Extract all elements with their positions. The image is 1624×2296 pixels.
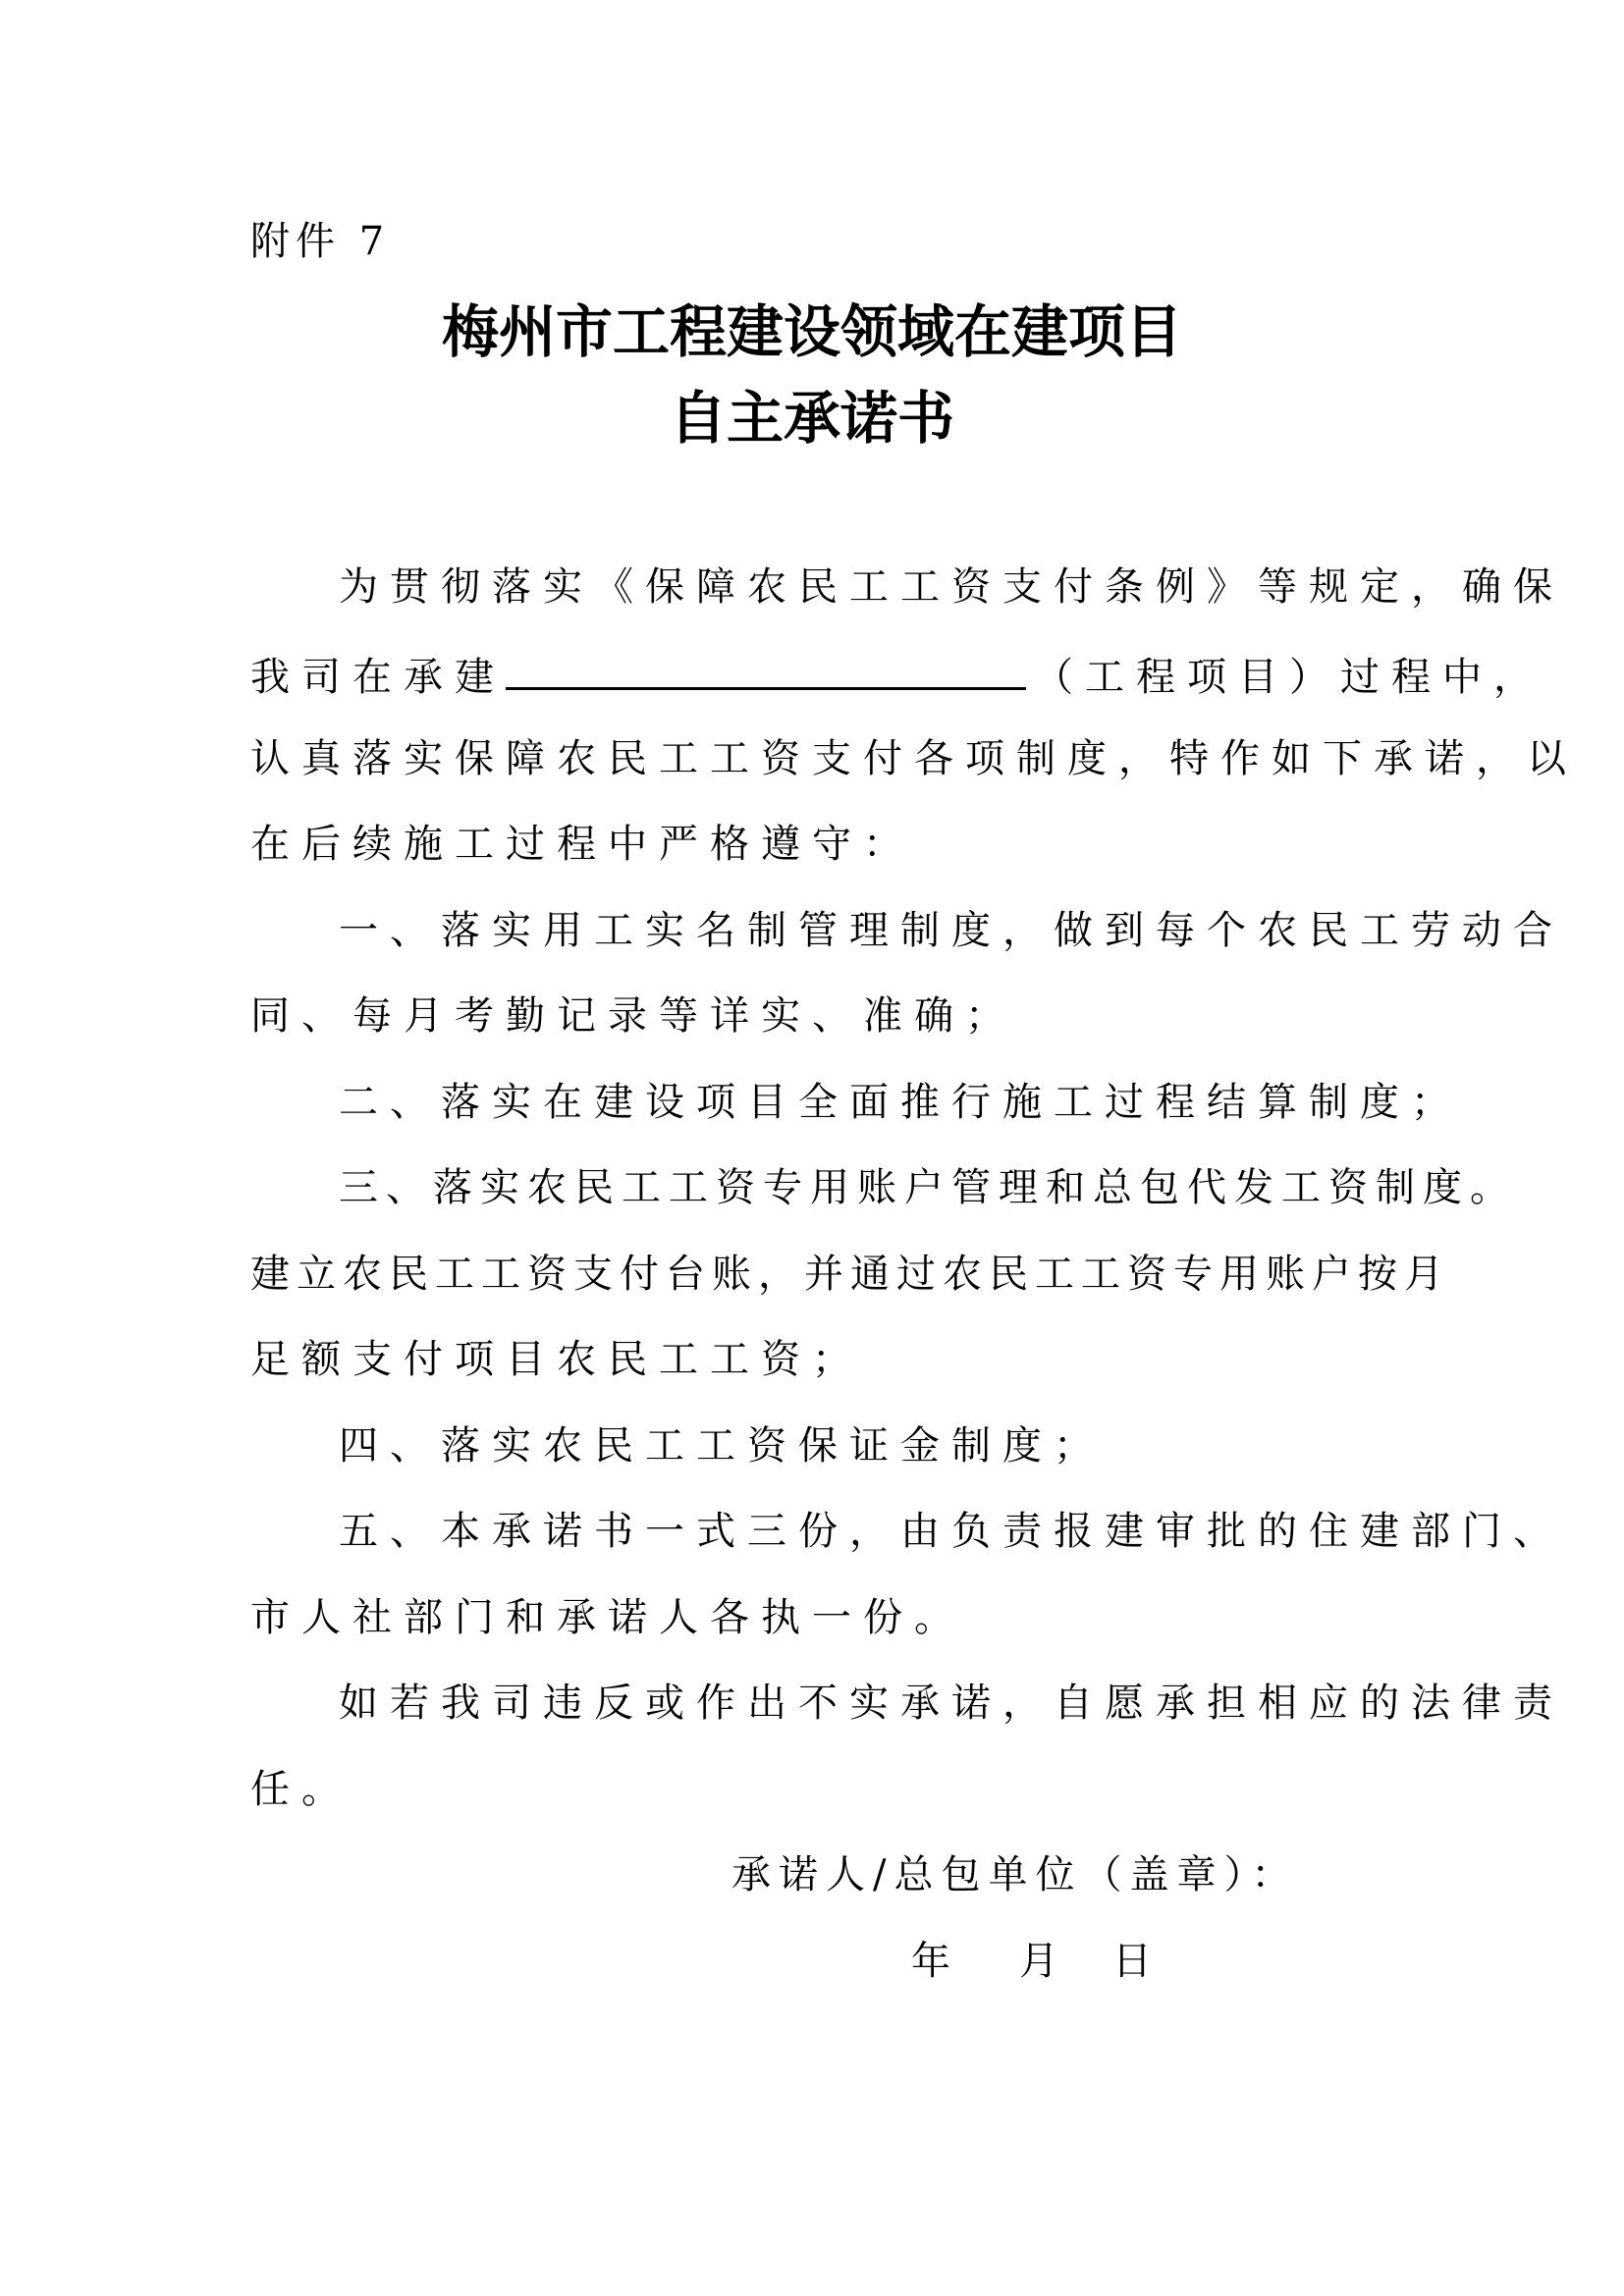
item-3-line-1: 三、落实农民工工资专用账户管理和总包代发工资制度。 [339,1165,1517,1210]
closing-line-2: 任。 [250,1767,352,1812]
intro-line-2-prefix: 我司在承建 [250,655,506,700]
project-name-blank[interactable] [506,644,1026,690]
document-title-line2: 自主承诺书 [669,385,954,452]
item-4: 四、落实农民工工资保证金制度； [339,1423,1105,1468]
item-5-line-2: 市人社部门和承诺人各执一份。 [250,1595,965,1640]
item-3-line-3: 足额支付项目农民工工资； [250,1337,863,1382]
intro-line-2 [250,644,1544,707]
item-2: 二、落实在建设项目全面推行施工过程结算制度； [339,1080,1462,1125]
intro-line-1: 为贯彻落实《保障农民工工资支付条例》等规定，确保 [339,564,1564,610]
closing-line-1: 如若我司违反或作出不实承诺，自愿承担相应的法律责 [339,1681,1564,1726]
signature-label: 承诺人/总包单位（盖章）： [731,1852,1299,1897]
date-month: 月 [1019,1939,1058,1984]
item-1-line-2: 同、每月考勤记录等详实、准确； [250,993,1016,1039]
item-3-line-2: 建立农民工工资支付台账，并通过农民工工资专用账户按月 [250,1252,1450,1297]
intro-line-2-suffix: （工程项目）过程中， [1034,655,1544,700]
date-day: 日 [1112,1939,1152,1984]
intro-line-4: 在后续施工过程中严格遵守： [250,822,914,867]
item-5-line-1: 五、本承诺书一式三份，由负责报建审批的住建部门、 [339,1509,1564,1554]
document-title-line1: 梅州市工程建设领域在建项目 [441,298,1182,365]
item-1-line-1: 一、落实用工实名制管理制度，做到每个农民工劳动合 [339,908,1564,953]
attachment-label: 附件 7 [250,219,391,264]
date-year: 年 [911,1939,950,1984]
intro-line-3: 认真落实保障农民工工资支付各项制度，特作如下承诺，以 [250,736,1578,781]
